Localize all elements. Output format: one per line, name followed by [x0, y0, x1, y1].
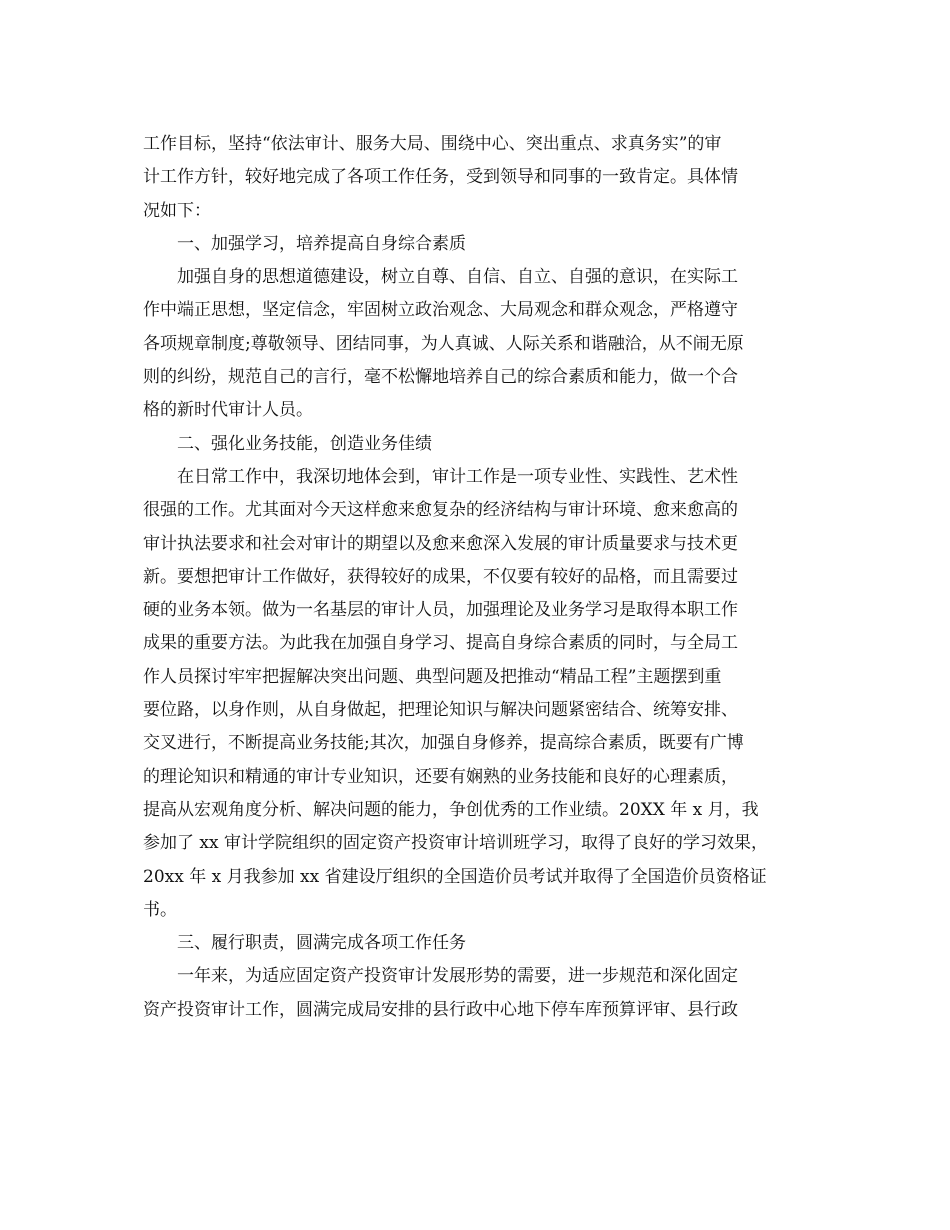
text-line: 作中端正思想，坚定信念，牢固树立政治观念、大局观念和群众观念，严格遵守	[143, 300, 738, 321]
text-line: 则的纠纷，规范自己的言行，毫不松懈地培养自己的综合素质和能力，做一个合	[143, 367, 738, 388]
text-line: 三、履行职责，圆满完成各项工作任务	[177, 933, 466, 954]
text-line: 成果的重要方法。为此我在加强自身学习、提高自身综合素质的同时，与全局工	[143, 633, 738, 654]
text-line: 在日常工作中，我深切地体会到，审计工作是一项专业性、实践性、艺术性	[177, 466, 738, 487]
text-line: 工作目标，坚持“依法审计、服务大局、围绕中心、突出重点、求真务实”的审	[143, 134, 722, 154]
text-line: 资产投资审计工作，圆满完成局安排的县行政中心地下停车库预算评审、县行政	[143, 999, 738, 1020]
text-line: 提高从宏观角度分析、解决问题的能力，争创优秀的工作业绩。20XX 年 x 月，我	[143, 799, 759, 820]
text-line: 硬的业务本领。做为一名基层的审计人员，加强理论及业务学习是取得本职工作	[143, 600, 738, 621]
text-line: 加强自身的思想道德建设，树立自尊、自信、自立、自强的意识，在实际工	[177, 267, 738, 288]
text-line: 的理论知识和精通的审计专业知识，还要有娴熟的业务技能和良好的心理素质，	[143, 766, 738, 787]
text-line: 一、加强学习，培养提高自身综合素质	[177, 233, 466, 254]
text-line: 要位路，以身作则，从自身做起，把理论知识与解决问题紧密结合、统筹安排、	[143, 700, 738, 721]
document-body	[143, 128, 813, 1027]
text-line: 审计执法要求和社会对审计的期望以及愈来愈深入发展的审计质量要求与技术更	[143, 533, 738, 554]
text-line: 参加了 xx 审计学院组织的固定资产投资审计培训班学习，取得了良好的学习效果，	[143, 833, 768, 854]
text-line: 新。要想把审计工作做好，获得较好的成果，不仅要有较好的品格，而且需要过	[143, 566, 738, 587]
text-line: 计工作方针，较好地完成了各项工作任务，受到领导和同事的一致肯定。具体情	[143, 167, 738, 188]
text-line: 二、强化业务技能，创造业务佳绩	[177, 433, 432, 454]
text-line: 各项规章制度;尊敬领导、团结同事，为人真诚、人际关系和谐融洽，从不闹无原	[143, 333, 744, 354]
text-line: 作人员探讨牢牢把握解决突出问题、典型问题及把推动“精品工程”主题摆到重	[143, 666, 722, 687]
text-line: 格的新时代审计人员。	[143, 400, 313, 421]
text-line: 20xx 年 x 月我参加 xx 省建设厅组织的全国造价员考试并取得了全国造价员资格证	[143, 866, 767, 887]
text-line: 交叉进行，不断提高业务技能;其次，加强自身修养，提高综合素质，既要有广博	[143, 733, 744, 754]
text-line: 况如下：	[143, 200, 211, 221]
text-line: 书。	[143, 899, 177, 920]
text-line: 很强的工作。尤其面对今天这样愈来愈复杂的经济结构与审计环境、愈来愈高的	[143, 500, 738, 521]
text-line: 一年来，为适应固定资产投资审计发展形势的需要，进一步规范和深化固定	[177, 966, 738, 987]
